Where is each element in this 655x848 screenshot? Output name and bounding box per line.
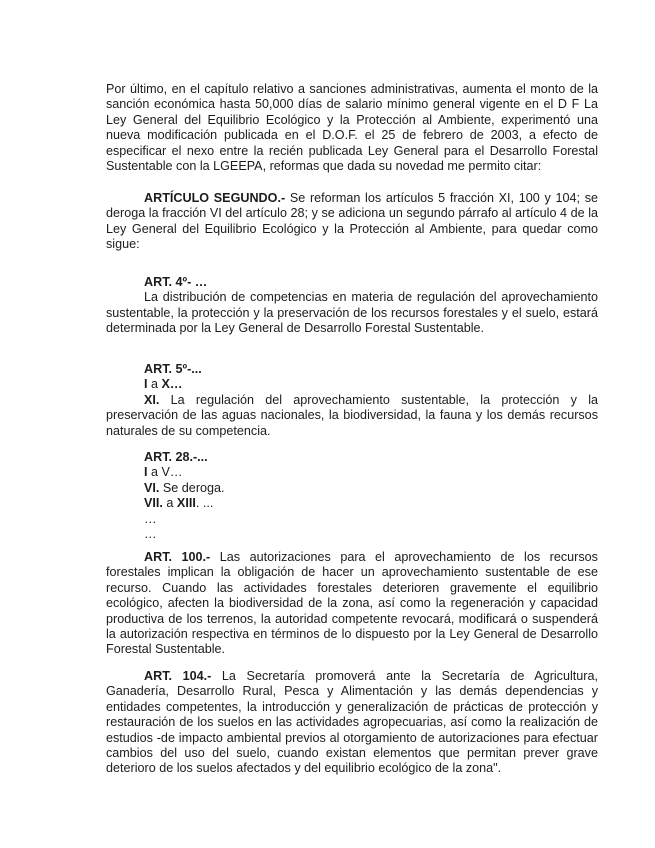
art28-ellipsis-2: … xyxy=(144,527,157,542)
art100-text: Las autorizaciones para el aprovechamiento de los recursos forestales implican la obligación de hacer un aprovechamiento sustentable de ese recurso. Cuando las actividades forestales deterioren gravemente el equilibrio ecológico, afecten la biodiversidad de la zona, así como la regeneración y capacidad productiva de los terrenos, la autoridad competente revocará, modificará o suspenderá la autorización respectiva en términos de lo dispuesto por la Ley General de Desarrollo Forestal Sustentable. xyxy=(106,550,598,657)
art28-line3: VII. a XIII. ... xyxy=(144,496,214,511)
art104-paragraph xyxy=(106,669,598,777)
articulo-segundo-heading: ARTÍCULO SEGUNDO.- xyxy=(144,191,286,205)
art104-heading: ART. 104.- xyxy=(144,669,212,683)
art28-section xyxy=(106,450,598,542)
art5-fraccion-xi: XI. La regulación del aprovechamiento sustentable, la protección y la preservación de las aguas nacionales, la biodiversidad, la fauna y los demás recursos naturales de su competencia. xyxy=(106,392,598,438)
art104-text: La Secretaría promoverá ante la Secretaría de Agricultura, Ganadería, Desarrollo Rural, Pesca y Alimentación y las demás dependencias y entidades competentes, la introducción y generalización de prácticas de protección y restauración de los suelos en las actividades agropecuarias, así como la realización de estudios -de impacto ambiental previos al otorgamiento de autorizaciones para efectuar cambios del uso del suelo, cuando existan elementos que permitan prever grave deterioro de los suelos afectados y del equilibrio ecológico de la zona". xyxy=(106,669,598,776)
art28-line2: VI. Se deroga. xyxy=(144,480,225,495)
intro-paragraph: Por último, en el capítulo relativo a sanciones administrativas, aumenta el monto de la sanción económica hasta 50,000 días de salario mínimo general vigente en el D F La Ley General del Equilibrio Ecológico y la Protección al Ambiente, experimentó una nueva modificación publicada en el D.O.F. el 25 de febrero de 2003, a efecto de especificar el nexo entre la recién publicada Ley General para el Desarrollo Forestal Sustentable con la LGEEPA, reformas que dada su novedad me permito citar: xyxy=(106,82,598,174)
art28-heading: ART. 28.-... xyxy=(144,450,208,464)
articulo-segundo-paragraph xyxy=(106,191,598,253)
art100-paragraph xyxy=(106,550,598,658)
art5-range: I a X… xyxy=(144,377,183,392)
art28-ellipsis-1: … xyxy=(144,511,157,526)
art4-text: La distribución de competencias en materia de regulación del aprovechamiento sustentable, la protección y la preservación de los recursos forestales y el suelo, estará determinada por la Ley General de Desarrollo Forestal Sustentable. xyxy=(106,290,598,336)
art4-heading: ART. 4º- … xyxy=(144,275,208,289)
art5-heading: ART. 5º-... xyxy=(144,362,202,376)
art100-heading: ART. 100.- xyxy=(144,550,211,564)
art4-section xyxy=(106,275,598,337)
art28-line1: I a V… xyxy=(144,465,183,480)
articulo-segundo-text: Se reforman los artículos 5 fracción XI, 100 y 104; se deroga la fracción VI del artículo 28; y se adiciona un segundo párrafo al artículo 4 de la Ley General del Equilibrio Ecológico y la Protección al Ambiente, para quedar como sigue: xyxy=(106,191,598,252)
art5-section xyxy=(106,362,598,439)
